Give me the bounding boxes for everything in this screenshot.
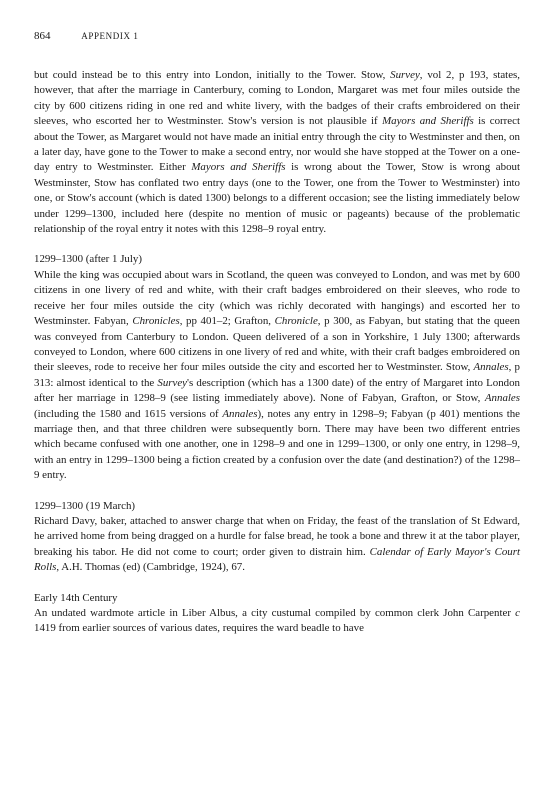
entry-italic-title: Annales <box>222 407 258 420</box>
entry-paragraph <box>34 606 520 637</box>
entry-text: 1419 from earlier sources of various dates, requires the ward beadle to have <box>34 622 364 635</box>
body-text <box>34 68 520 788</box>
entry <box>34 252 520 483</box>
continuation-text: is correct about the Tower, as Margaret would not have made an initial entry through the city to Westminster and then, on a later day, have gone to the Tower to make a second entry, nor would she have stopped at the Tower on a one-day entry to Westminster. Either <box>34 115 520 174</box>
entry-italic-title: Survey <box>157 376 188 389</box>
continuation-text: , vol 2, p 193, states, however, that after the marriage in Canterbury, coming to London, Margaret was met four miles outside the city by 600 citizens riding in one red and white livery, with the badges of their crafts embroidered on their sleeves, who escorted her to Westminster. Stow's version is not plausible if <box>34 69 521 128</box>
continuation-paragraph <box>34 68 520 237</box>
entry-italic-title: Annales <box>484 392 520 405</box>
entry-text: , pp 401–2; Grafton, <box>179 315 275 328</box>
continuation-italic-title: Mayors and Sheriffs <box>382 115 474 128</box>
entry-date: 1299–1300 (after 1 July) <box>34 253 142 266</box>
entry-text: 's description (which has a 1300 date) of the entry of Margaret into London after her marriage in 1298–9 (see listing immediately above). None of Fabyan, Grafton, or Stow, <box>34 376 520 405</box>
entry-date: Early 14th Century <box>34 591 118 604</box>
entry <box>34 499 520 576</box>
continuation-text: but could instead be to this entry into London, initially to the Tower. Stow, <box>34 69 391 81</box>
page-number: 864 <box>34 30 51 42</box>
entry-text: Richard Davy, baker, attached to answer charge that when on Friday, the feast of the translation of St Edward, he arrived home from being dragged on a hurdle for false bread, he took a bone and threw it at the tabor player, breaking his tabor. He did not come to court; order given to distrain him. <box>34 514 520 558</box>
entries-list <box>34 252 520 636</box>
entry-italic-title: Annales <box>473 361 509 374</box>
entry <box>34 591 520 637</box>
entry-italic-title: c <box>515 607 520 619</box>
continuation-text: is wrong about the Tower, Stow is wrong about Westminster, Stow has conflated two entry days (one to the Tower, one from the Tower to Westminster) into one, or Stow's account (which is dated 1300) belongs to a different occasion; see the listing immediately below under 1299–1300, included here (despite no mention of music or pageants) because of the problematic relationship of the royal entry it notes with this 1298–9 royal entry. <box>34 161 521 236</box>
running-head <box>34 28 520 44</box>
section-title: APPENDIX 1 <box>81 31 139 41</box>
entry-text: ), notes any entry in 1298–9; Fabyan (p 401) mentions the marriage then, and that three children were subsequently born. There may have been two different entries which became confused with one another, one in 1298–9 and one in 1299–1300, or only one entry, in 1298–9, with an entry in 1299–1300 being a fiction created by a confusion over the date (and destination?) of the 1298–9 entry. <box>34 407 520 482</box>
continuation-italic-title: Mayors and Sheriffs <box>191 161 286 174</box>
entry-date: 1299–1300 (19 March) <box>34 499 136 512</box>
entry-text: An undated wardmote article in Liber Albus, a city custumal compiled by common clerk John Carpenter <box>34 607 516 619</box>
entry-text: (including the 1580 and 1615 versions of <box>34 407 223 420</box>
entry-text: , p 313: almost identical to the <box>34 361 520 389</box>
entry-paragraph <box>34 268 520 484</box>
entry-text: While the king was occupied about wars in Scotland, the queen was conveyed to London, and was met by 600 citizens in one livery of red and white, with their craft badges embroidered on their sleeves, who rode to receive her four miles outside the city (which was richly decorated with hangings) and escorted her to Westminster. Fabyan, <box>34 268 520 328</box>
entry-paragraph <box>34 514 520 576</box>
entry-text: , A.H. Thomas (ed) (Cambridge, 1924), 67. <box>56 561 245 574</box>
entry-italic-title: Calendar of Early Mayor's Court Rolls <box>34 545 520 574</box>
entry-italic-title: Chronicles <box>132 315 180 328</box>
entry-italic-title: Chronicle <box>274 315 318 328</box>
entry-text: , p 300, as Fabyan, but stating that the queen was conveyed from Canterbury to London. Queen delivered of a son in Yorkshire, 1 July 1300; afterwards conveyed to London, where 600 citizens in one livery of red and white, with their craft badges embroidered on their sleeves, rode to receive her four miles outside the city and escorted her to Westminster. Stow, <box>34 315 520 374</box>
continuation-italic-title: Survey <box>390 69 420 81</box>
